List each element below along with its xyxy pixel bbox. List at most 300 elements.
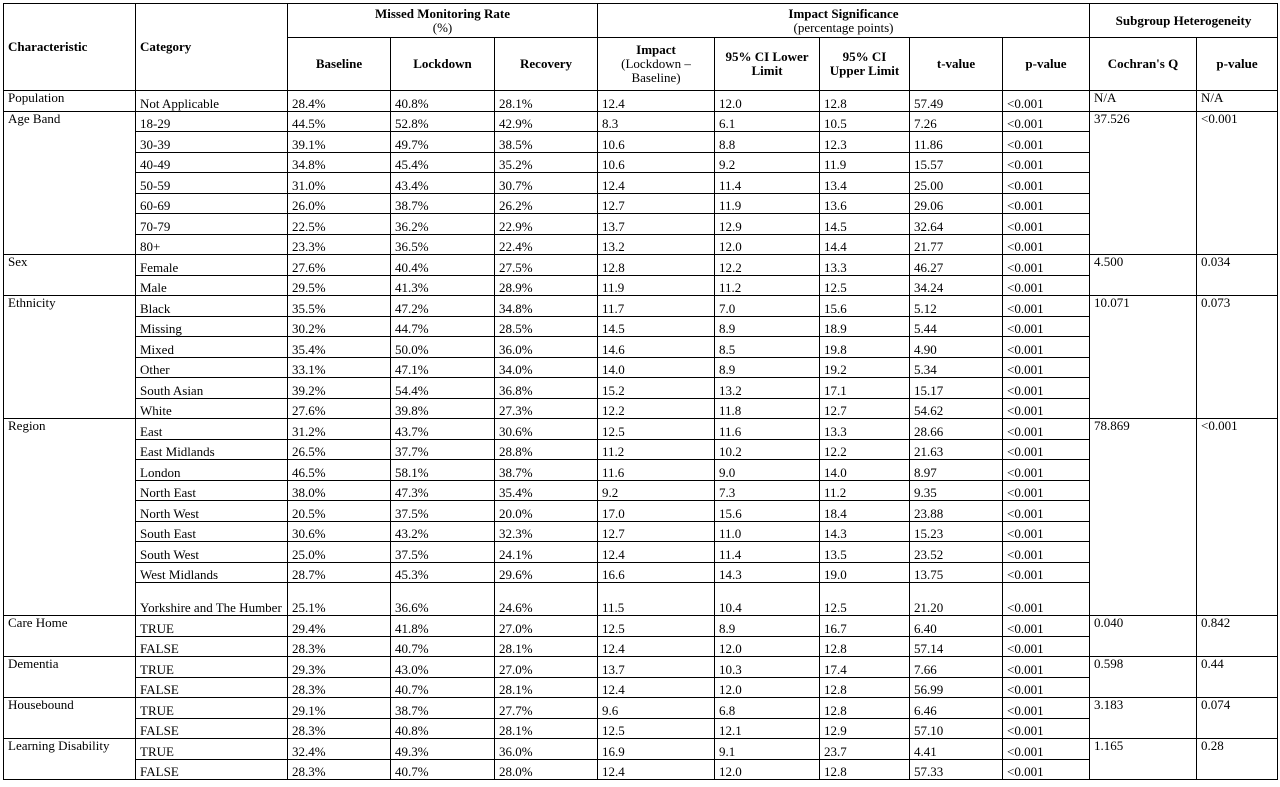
ci-upper-cell: 15.6 xyxy=(820,296,910,317)
category-cell: 30-39 xyxy=(136,132,288,153)
ci-upper-cell: 17.1 xyxy=(820,378,910,399)
impact-cell: 12.4 xyxy=(598,91,715,112)
baseline-cell: 28.3% xyxy=(288,636,391,657)
ci-lower-cell: 11.0 xyxy=(715,521,820,542)
recovery-cell: 42.9% xyxy=(495,111,598,132)
recovery-cell: 22.4% xyxy=(495,234,598,255)
header-heterogeneity-p-value: p-value xyxy=(1197,38,1278,91)
table-row xyxy=(4,419,1278,440)
category-cell: Missing xyxy=(136,316,288,337)
p-value-cell: <0.001 xyxy=(1003,398,1090,419)
baseline-cell: 25.0% xyxy=(288,542,391,563)
impact-cell: 12.5 xyxy=(598,718,715,739)
ci-upper-cell: 14.5 xyxy=(820,214,910,235)
impact-cell: 12.7 xyxy=(598,521,715,542)
ci-lower-cell: 12.0 xyxy=(715,91,820,112)
category-cell: 80+ xyxy=(136,234,288,255)
t-value-cell: 56.99 xyxy=(910,677,1003,698)
recovery-cell: 28.0% xyxy=(495,759,598,780)
characteristic-cell: Age Band xyxy=(4,111,136,255)
baseline-cell: 28.7% xyxy=(288,562,391,583)
recovery-cell: 28.1% xyxy=(495,636,598,657)
heterogeneity-p-value-cell: N/A xyxy=(1197,91,1278,112)
ci-upper-cell: 19.2 xyxy=(820,357,910,378)
p-value-cell: <0.001 xyxy=(1003,739,1090,760)
lockdown-cell: 36.6% xyxy=(391,583,495,616)
impact-cell: 13.2 xyxy=(598,234,715,255)
table-row xyxy=(4,698,1278,719)
recovery-cell: 32.3% xyxy=(495,521,598,542)
table-row xyxy=(4,275,1278,296)
ci-lower-cell: 6.1 xyxy=(715,111,820,132)
lockdown-cell: 38.7% xyxy=(391,698,495,719)
ci-upper-cell: 12.8 xyxy=(820,698,910,719)
table-row xyxy=(4,173,1278,194)
lockdown-cell: 37.5% xyxy=(391,501,495,522)
heterogeneity-p-value-cell: 0.074 xyxy=(1197,698,1278,739)
table-row xyxy=(4,193,1278,214)
ci-lower-cell: 9.2 xyxy=(715,152,820,173)
ci-upper-cell: 18.4 xyxy=(820,501,910,522)
header-cochrans-q: Cochran's Q xyxy=(1090,38,1197,91)
t-value-cell: 5.34 xyxy=(910,357,1003,378)
p-value-cell: <0.001 xyxy=(1003,234,1090,255)
ci-lower-cell: 11.8 xyxy=(715,398,820,419)
category-cell: South East xyxy=(136,521,288,542)
baseline-cell: 28.3% xyxy=(288,759,391,780)
ci-upper-cell: 14.4 xyxy=(820,234,910,255)
impact-cell: 14.0 xyxy=(598,357,715,378)
characteristic-cell: Learning Disability xyxy=(4,739,136,780)
p-value-cell: <0.001 xyxy=(1003,91,1090,112)
cochrans-q-cell: 1.165 xyxy=(1090,739,1197,780)
table-row xyxy=(4,152,1278,173)
ci-lower-cell: 8.9 xyxy=(715,316,820,337)
recovery-cell: 35.4% xyxy=(495,480,598,501)
lockdown-cell: 43.4% xyxy=(391,173,495,194)
lockdown-cell: 43.2% xyxy=(391,521,495,542)
p-value-cell: <0.001 xyxy=(1003,562,1090,583)
lockdown-cell: 49.3% xyxy=(391,739,495,760)
baseline-cell: 26.0% xyxy=(288,193,391,214)
ci-lower-cell: 7.0 xyxy=(715,296,820,317)
p-value-cell: <0.001 xyxy=(1003,214,1090,235)
ci-lower-cell: 15.6 xyxy=(715,501,820,522)
lockdown-cell: 40.7% xyxy=(391,636,495,657)
table-row xyxy=(4,111,1278,132)
baseline-cell: 26.5% xyxy=(288,439,391,460)
impact-cell: 12.2 xyxy=(598,398,715,419)
recovery-cell: 28.1% xyxy=(495,91,598,112)
baseline-cell: 30.6% xyxy=(288,521,391,542)
table-row xyxy=(4,759,1278,780)
cochrans-q-cell: N/A xyxy=(1090,91,1197,112)
t-value-cell: 13.75 xyxy=(910,562,1003,583)
table-row xyxy=(4,718,1278,739)
t-value-cell: 15.23 xyxy=(910,521,1003,542)
category-cell: TRUE xyxy=(136,657,288,678)
p-value-cell: <0.001 xyxy=(1003,501,1090,522)
t-value-cell: 57.49 xyxy=(910,91,1003,112)
ci-lower-cell: 10.3 xyxy=(715,657,820,678)
t-value-cell: 21.20 xyxy=(910,583,1003,616)
p-value-cell: <0.001 xyxy=(1003,616,1090,637)
baseline-cell: 31.2% xyxy=(288,419,391,440)
header-category: Category xyxy=(136,4,288,91)
t-value-cell: 21.63 xyxy=(910,439,1003,460)
baseline-cell: 35.4% xyxy=(288,337,391,358)
impact-cell: 14.5 xyxy=(598,316,715,337)
ci-upper-cell: 12.5 xyxy=(820,275,910,296)
p-value-cell: <0.001 xyxy=(1003,296,1090,317)
t-value-cell: 28.66 xyxy=(910,419,1003,440)
table-row xyxy=(4,234,1278,255)
table-row xyxy=(4,255,1278,276)
impact-cell: 9.6 xyxy=(598,698,715,719)
impact-cell: 11.9 xyxy=(598,275,715,296)
p-value-cell: <0.001 xyxy=(1003,460,1090,481)
baseline-cell: 35.5% xyxy=(288,296,391,317)
p-value-cell: <0.001 xyxy=(1003,480,1090,501)
ci-lower-cell: 14.3 xyxy=(715,562,820,583)
heterogeneity-p-value-cell: <0.001 xyxy=(1197,419,1278,616)
baseline-cell: 27.6% xyxy=(288,398,391,419)
table-row xyxy=(4,657,1278,678)
header-impact-sub: (Lockdown – Baseline) xyxy=(621,56,691,85)
impact-cell: 8.3 xyxy=(598,111,715,132)
t-value-cell: 5.12 xyxy=(910,296,1003,317)
category-cell: FALSE xyxy=(136,759,288,780)
header-characteristic: Characteristic xyxy=(4,4,136,91)
impact-cell: 12.4 xyxy=(598,759,715,780)
ci-lower-cell: 12.0 xyxy=(715,636,820,657)
t-value-cell: 32.64 xyxy=(910,214,1003,235)
ci-lower-cell: 6.8 xyxy=(715,698,820,719)
baseline-cell: 27.6% xyxy=(288,255,391,276)
recovery-cell: 27.5% xyxy=(495,255,598,276)
cochrans-q-cell: 0.598 xyxy=(1090,657,1197,698)
category-cell: North West xyxy=(136,501,288,522)
lockdown-cell: 47.3% xyxy=(391,480,495,501)
header-missed-unit: (%) xyxy=(432,19,453,35)
table-row xyxy=(4,357,1278,378)
cochrans-q-cell: 0.040 xyxy=(1090,616,1197,657)
ci-upper-cell: 17.4 xyxy=(820,657,910,678)
ci-lower-cell: 11.2 xyxy=(715,275,820,296)
recovery-cell: 22.9% xyxy=(495,214,598,235)
t-value-cell: 6.46 xyxy=(910,698,1003,719)
recovery-cell: 36.0% xyxy=(495,337,598,358)
recovery-cell: 34.0% xyxy=(495,357,598,378)
p-value-cell: <0.001 xyxy=(1003,132,1090,153)
category-cell: 60-69 xyxy=(136,193,288,214)
baseline-cell: 29.5% xyxy=(288,275,391,296)
category-cell: TRUE xyxy=(136,616,288,637)
table-row xyxy=(4,636,1278,657)
t-value-cell: 6.40 xyxy=(910,616,1003,637)
ci-lower-cell: 9.1 xyxy=(715,739,820,760)
table-row xyxy=(4,378,1278,399)
header-impact-unit: (percentage points) xyxy=(793,19,894,35)
impact-cell: 13.7 xyxy=(598,657,715,678)
lockdown-cell: 40.8% xyxy=(391,91,495,112)
impact-cell: 12.7 xyxy=(598,193,715,214)
category-cell: FALSE xyxy=(136,718,288,739)
results-table xyxy=(3,3,1278,780)
header-subgroup-heterogeneity: Subgroup Heterogeneity xyxy=(1090,4,1278,38)
recovery-cell: 28.9% xyxy=(495,275,598,296)
impact-cell: 12.5 xyxy=(598,419,715,440)
characteristic-cell: Care Home xyxy=(4,616,136,657)
t-value-cell: 15.57 xyxy=(910,152,1003,173)
t-value-cell: 23.52 xyxy=(910,542,1003,563)
baseline-cell: 29.4% xyxy=(288,616,391,637)
lockdown-cell: 58.1% xyxy=(391,460,495,481)
t-value-cell: 23.88 xyxy=(910,501,1003,522)
impact-cell: 12.4 xyxy=(598,677,715,698)
p-value-cell: <0.001 xyxy=(1003,111,1090,132)
ci-upper-cell: 10.5 xyxy=(820,111,910,132)
table-row xyxy=(4,316,1278,337)
impact-cell: 9.2 xyxy=(598,480,715,501)
ci-lower-cell: 12.0 xyxy=(715,234,820,255)
baseline-cell: 30.2% xyxy=(288,316,391,337)
ci-upper-cell: 19.8 xyxy=(820,337,910,358)
category-cell: Other xyxy=(136,357,288,378)
category-cell: 40-49 xyxy=(136,152,288,173)
ci-upper-cell: 11.2 xyxy=(820,480,910,501)
baseline-cell: 29.3% xyxy=(288,657,391,678)
baseline-cell: 22.5% xyxy=(288,214,391,235)
characteristic-cell: Region xyxy=(4,419,136,616)
header-p-value: p-value xyxy=(1003,38,1090,91)
p-value-cell: <0.001 xyxy=(1003,657,1090,678)
category-cell: 50-59 xyxy=(136,173,288,194)
recovery-cell: 38.5% xyxy=(495,132,598,153)
ci-lower-cell: 11.4 xyxy=(715,173,820,194)
ci-upper-cell: 16.7 xyxy=(820,616,910,637)
t-value-cell: 46.27 xyxy=(910,255,1003,276)
baseline-cell: 44.5% xyxy=(288,111,391,132)
recovery-cell: 28.1% xyxy=(495,718,598,739)
impact-cell: 16.6 xyxy=(598,562,715,583)
impact-cell: 13.7 xyxy=(598,214,715,235)
ci-upper-cell: 12.9 xyxy=(820,718,910,739)
p-value-cell: <0.001 xyxy=(1003,337,1090,358)
baseline-cell: 32.4% xyxy=(288,739,391,760)
baseline-cell: 31.0% xyxy=(288,173,391,194)
lockdown-cell: 47.1% xyxy=(391,357,495,378)
table-row xyxy=(4,296,1278,317)
ci-upper-cell: 11.9 xyxy=(820,152,910,173)
category-cell: Mixed xyxy=(136,337,288,358)
table-header xyxy=(4,4,1278,91)
ci-lower-cell: 9.0 xyxy=(715,460,820,481)
t-value-cell: 34.24 xyxy=(910,275,1003,296)
t-value-cell: 4.41 xyxy=(910,739,1003,760)
impact-cell: 15.2 xyxy=(598,378,715,399)
ci-upper-cell: 13.3 xyxy=(820,419,910,440)
category-cell: Male xyxy=(136,275,288,296)
ci-lower-cell: 12.9 xyxy=(715,214,820,235)
baseline-cell: 20.5% xyxy=(288,501,391,522)
lockdown-cell: 40.7% xyxy=(391,759,495,780)
header-ci-upper: 95% CI Upper Limit xyxy=(820,38,910,91)
p-value-cell: <0.001 xyxy=(1003,542,1090,563)
baseline-cell: 39.1% xyxy=(288,132,391,153)
baseline-cell: 39.2% xyxy=(288,378,391,399)
t-value-cell: 7.26 xyxy=(910,111,1003,132)
p-value-cell: <0.001 xyxy=(1003,583,1090,616)
table-row xyxy=(4,583,1278,616)
t-value-cell: 4.90 xyxy=(910,337,1003,358)
table-row xyxy=(4,132,1278,153)
table-row xyxy=(4,337,1278,358)
table-row xyxy=(4,501,1278,522)
impact-cell: 11.2 xyxy=(598,439,715,460)
recovery-cell: 38.7% xyxy=(495,460,598,481)
p-value-cell: <0.001 xyxy=(1003,152,1090,173)
header-baseline: Baseline xyxy=(288,38,391,91)
ci-upper-cell: 12.2 xyxy=(820,439,910,460)
recovery-cell: 24.1% xyxy=(495,542,598,563)
heterogeneity-p-value-cell: <0.001 xyxy=(1197,111,1278,255)
p-value-cell: <0.001 xyxy=(1003,636,1090,657)
ci-lower-cell: 8.9 xyxy=(715,616,820,637)
ci-upper-cell: 13.6 xyxy=(820,193,910,214)
t-value-cell: 25.00 xyxy=(910,173,1003,194)
table-row xyxy=(4,739,1278,760)
header-missed-title: Missed Monitoring Rate xyxy=(374,5,511,21)
lockdown-cell: 43.7% xyxy=(391,419,495,440)
ci-upper-cell: 12.5 xyxy=(820,583,910,616)
impact-cell: 12.4 xyxy=(598,542,715,563)
recovery-cell: 36.8% xyxy=(495,378,598,399)
lockdown-cell: 44.7% xyxy=(391,316,495,337)
table-row xyxy=(4,91,1278,112)
category-cell: Black xyxy=(136,296,288,317)
p-value-cell: <0.001 xyxy=(1003,419,1090,440)
baseline-cell: 38.0% xyxy=(288,480,391,501)
impact-cell: 12.4 xyxy=(598,173,715,194)
ci-lower-cell: 11.6 xyxy=(715,419,820,440)
lockdown-cell: 39.8% xyxy=(391,398,495,419)
table-row xyxy=(4,677,1278,698)
p-value-cell: <0.001 xyxy=(1003,718,1090,739)
table-row xyxy=(4,439,1278,460)
lockdown-cell: 40.8% xyxy=(391,718,495,739)
ci-upper-cell: 13.5 xyxy=(820,542,910,563)
header-missed-monitoring-rate xyxy=(288,4,598,38)
table-row xyxy=(4,562,1278,583)
impact-cell: 11.5 xyxy=(598,583,715,616)
lockdown-cell: 45.4% xyxy=(391,152,495,173)
recovery-cell: 30.6% xyxy=(495,419,598,440)
characteristic-cell: Housebound xyxy=(4,698,136,739)
ci-upper-cell: 14.3 xyxy=(820,521,910,542)
cochrans-q-cell: 4.500 xyxy=(1090,255,1197,296)
characteristic-cell: Sex xyxy=(4,255,136,296)
t-value-cell: 21.77 xyxy=(910,234,1003,255)
heterogeneity-p-value-cell: 0.28 xyxy=(1197,739,1278,780)
header-impact-title: Impact Significance xyxy=(788,5,899,21)
category-cell: White xyxy=(136,398,288,419)
t-value-cell: 57.14 xyxy=(910,636,1003,657)
category-cell: FALSE xyxy=(136,636,288,657)
characteristic-cell: Population xyxy=(4,91,136,112)
header-impact-label: Impact xyxy=(636,42,676,57)
p-value-cell: <0.001 xyxy=(1003,698,1090,719)
recovery-cell: 27.0% xyxy=(495,616,598,637)
lockdown-cell: 37.7% xyxy=(391,439,495,460)
lockdown-cell: 43.0% xyxy=(391,657,495,678)
p-value-cell: <0.001 xyxy=(1003,439,1090,460)
t-value-cell: 57.33 xyxy=(910,759,1003,780)
characteristic-cell: Ethnicity xyxy=(4,296,136,419)
category-cell: 70-79 xyxy=(136,214,288,235)
category-cell: West Midlands xyxy=(136,562,288,583)
t-value-cell: 15.17 xyxy=(910,378,1003,399)
baseline-cell: 23.3% xyxy=(288,234,391,255)
table-row xyxy=(4,542,1278,563)
baseline-cell: 29.1% xyxy=(288,698,391,719)
category-cell: Not Applicable xyxy=(136,91,288,112)
ci-lower-cell: 8.8 xyxy=(715,132,820,153)
ci-upper-cell: 12.8 xyxy=(820,759,910,780)
header-ci-lower: 95% CI Lower Limit xyxy=(715,38,820,91)
recovery-cell: 27.7% xyxy=(495,698,598,719)
category-cell: East Midlands xyxy=(136,439,288,460)
lockdown-cell: 36.2% xyxy=(391,214,495,235)
lockdown-cell: 41.3% xyxy=(391,275,495,296)
header-t-value: t-value xyxy=(910,38,1003,91)
baseline-cell: 28.4% xyxy=(288,91,391,112)
ci-upper-cell: 18.9 xyxy=(820,316,910,337)
t-value-cell: 5.44 xyxy=(910,316,1003,337)
recovery-cell: 36.0% xyxy=(495,739,598,760)
recovery-cell: 26.2% xyxy=(495,193,598,214)
ci-lower-cell: 12.0 xyxy=(715,759,820,780)
category-cell: Yorkshire and The Humber xyxy=(136,583,288,616)
lockdown-cell: 54.4% xyxy=(391,378,495,399)
impact-cell: 11.7 xyxy=(598,296,715,317)
impact-cell: 14.6 xyxy=(598,337,715,358)
characteristic-cell: Dementia xyxy=(4,657,136,698)
category-cell: TRUE xyxy=(136,698,288,719)
cochrans-q-cell: 10.071 xyxy=(1090,296,1197,419)
lockdown-cell: 45.3% xyxy=(391,562,495,583)
lockdown-cell: 37.5% xyxy=(391,542,495,563)
impact-cell: 10.6 xyxy=(598,132,715,153)
ci-upper-cell: 12.8 xyxy=(820,636,910,657)
table-row xyxy=(4,460,1278,481)
header-recovery: Recovery xyxy=(495,38,598,91)
t-value-cell: 7.66 xyxy=(910,657,1003,678)
ci-lower-cell: 11.9 xyxy=(715,193,820,214)
cochrans-q-cell: 3.183 xyxy=(1090,698,1197,739)
lockdown-cell: 52.8% xyxy=(391,111,495,132)
ci-lower-cell: 11.4 xyxy=(715,542,820,563)
recovery-cell: 27.3% xyxy=(495,398,598,419)
category-cell: London xyxy=(136,460,288,481)
impact-cell: 16.9 xyxy=(598,739,715,760)
lockdown-cell: 36.5% xyxy=(391,234,495,255)
lockdown-cell: 40.4% xyxy=(391,255,495,276)
category-cell: TRUE xyxy=(136,739,288,760)
t-value-cell: 57.10 xyxy=(910,718,1003,739)
heterogeneity-p-value-cell: 0.034 xyxy=(1197,255,1278,296)
t-value-cell: 9.35 xyxy=(910,480,1003,501)
